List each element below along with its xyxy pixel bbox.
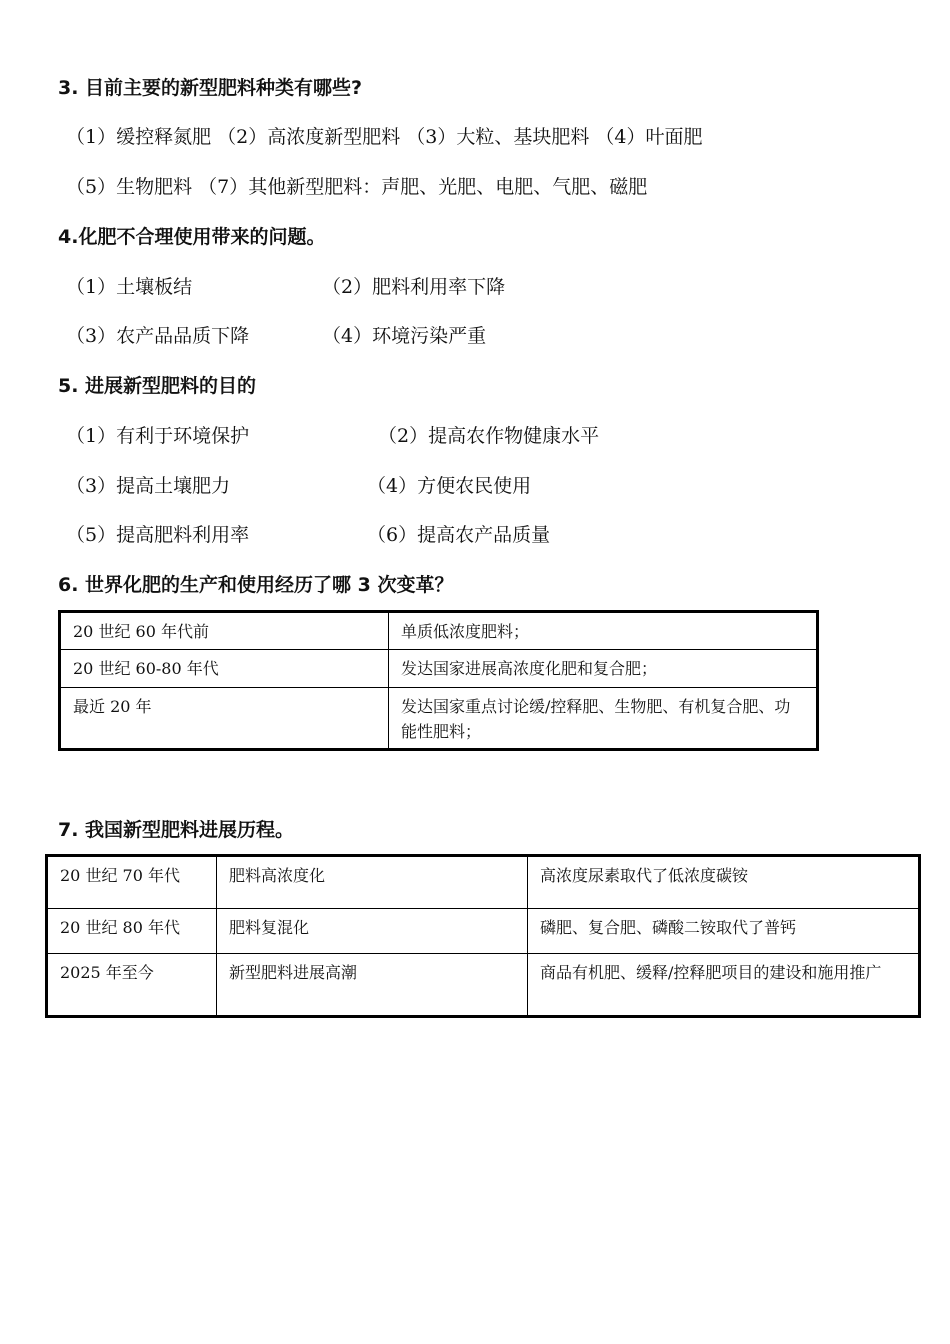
section-4-item-4: （4）环境污染严重	[322, 325, 487, 347]
section-3-line-1: （1）缓控释氮肥 （2）高浓度新型肥料 （3）大粒、基块肥料 （4）叶面肥	[66, 126, 703, 148]
table-row	[47, 954, 920, 1017]
section-5-item-2: （2）提高农作物健康水平	[378, 425, 600, 447]
table-row	[47, 856, 920, 909]
section-5-item-5: （5）提高肥料利用率	[66, 524, 250, 546]
table-cell-stage: 肥料高浓度化	[217, 856, 528, 909]
world-fertilizer-table	[58, 610, 819, 751]
section-6-heading: 6. 世界化肥的生产和使用经历了哪 3 次变革？	[58, 574, 454, 596]
section-3-line-2: （5）生物肥料 （7）其他新型肥料：声肥、光肥、电肥、气肥、磁肥	[66, 176, 648, 198]
table-cell-period: 最近 20 年	[60, 688, 389, 750]
section-4-item-2: （2）肥料利用率下降	[322, 276, 506, 298]
section-5-item-3: （3）提高土壤肥力	[66, 475, 231, 497]
section-5-heading: 5. 进展新型肥料的目的	[58, 375, 257, 397]
table-cell-period: 20 世纪 60-80 年代	[60, 650, 389, 688]
section-7-heading: 7. 我国新型肥料进展历程。	[58, 819, 295, 841]
section-3-heading: 3. 目前主要的新型肥料种类有哪些?	[58, 77, 363, 99]
table-row	[47, 909, 920, 954]
section-5-item-1: （1）有利于环境保护	[66, 425, 250, 447]
table-row	[60, 688, 818, 750]
table-cell-stage: 新型肥料进展高潮	[217, 954, 528, 1017]
table-cell-description: 发达国家重点讨论缓/控释肥、生物肥、有机复合肥、功能性肥料；	[389, 688, 818, 750]
table-cell-description: 发达国家进展高浓度化肥和复合肥；	[389, 650, 818, 688]
section-4-heading: 4.化肥不合理使用带来的问题。	[58, 226, 326, 248]
table-cell-description: 商品有机肥、缓释/控释肥项目的建设和施用推广	[528, 954, 920, 1017]
china-fertilizer-table	[45, 854, 921, 1018]
section-4-item-3: （3）农产品品质下降	[66, 325, 250, 347]
table-row	[60, 650, 818, 688]
section-4-item-1: （1）土壤板结	[66, 276, 193, 298]
table-cell-description: 高浓度尿素取代了低浓度碳铵	[528, 856, 920, 909]
section-5-item-4: （4）方便农民使用	[367, 475, 532, 497]
section-5-item-6: （6）提高农产品质量	[367, 524, 551, 546]
table-cell-stage: 肥料复混化	[217, 909, 528, 954]
table-cell-period: 20 世纪 80 年代	[47, 909, 217, 954]
table-cell-description: 磷肥、复合肥、磷酸二铵取代了普钙	[528, 909, 920, 954]
table-cell-description: 单质低浓度肥料；	[389, 612, 818, 650]
table-cell-period: 20 世纪 70 年代	[47, 856, 217, 909]
table-cell-period: 2025 年至今	[47, 954, 217, 1017]
table-row	[60, 612, 818, 650]
table-cell-period: 20 世纪 60 年代前	[60, 612, 389, 650]
